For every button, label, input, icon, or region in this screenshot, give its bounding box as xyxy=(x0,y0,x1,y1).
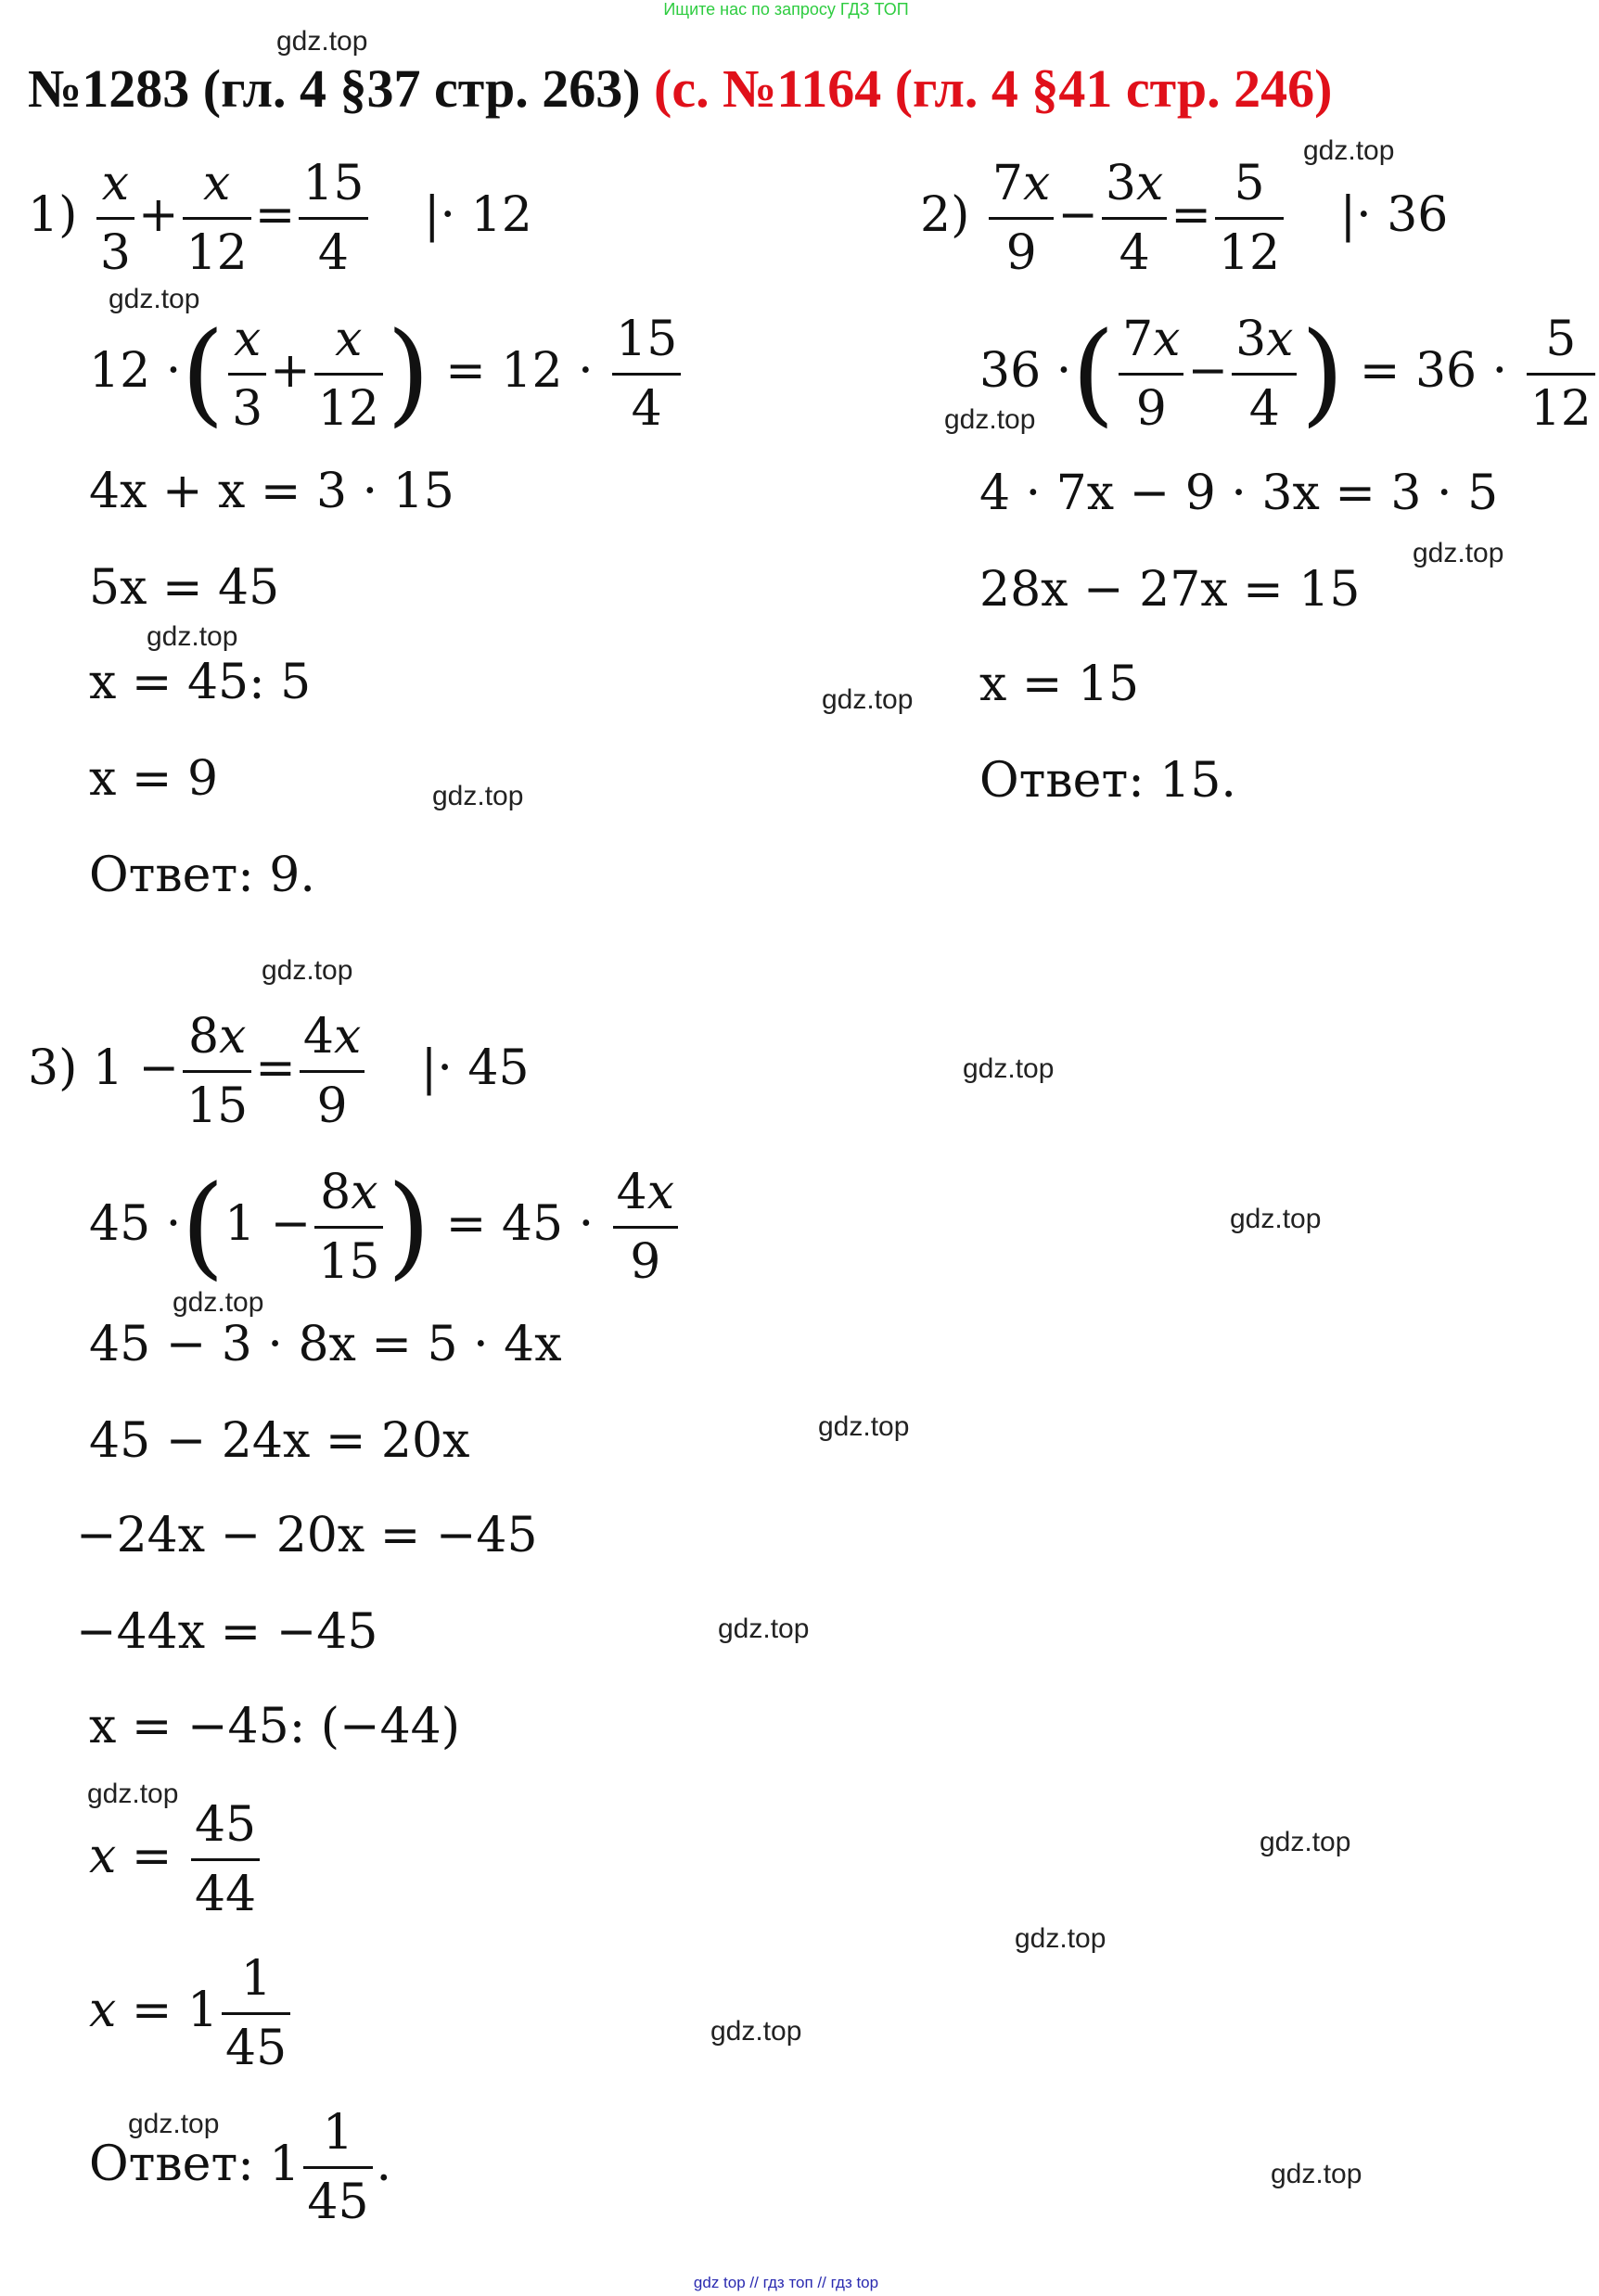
watermark: gdz.top xyxy=(87,1779,179,1809)
watermark: gdz.top xyxy=(718,1614,810,1644)
problem2-answer: Ответ: 15. xyxy=(979,753,1236,809)
problem1-answer: Ответ: 9. xyxy=(89,848,315,903)
watermark: gdz.top xyxy=(818,1411,910,1442)
watermark: gdz.top xyxy=(128,2109,220,2139)
title-main: №1283 (гл. 4 §37 стр. 263) xyxy=(28,58,641,119)
watermark: gdz.top xyxy=(1303,135,1395,166)
coefficient: 36 · xyxy=(979,343,1072,399)
problem3-equation: 3) 1 − $\frac{8x}{15}$ = $\frac{4x}{9}$ |· 45 xyxy=(28,1003,530,1140)
problem1-equation: 1) $\frac{x}{3}$ + $\frac{x}{12}$ = $\frac{15}{4}$ |· 12 xyxy=(28,150,532,287)
problem1-multiplier: |· 12 xyxy=(424,187,532,243)
watermark: gdz.top xyxy=(963,1053,1055,1084)
footer-links[interactable]: gdz top // гдз топ // гдз top xyxy=(693,2274,879,2291)
problem2-label: 2) xyxy=(920,187,970,243)
problem1-label: 1) xyxy=(28,187,78,243)
problem3-multiplier: |· 45 xyxy=(420,1040,530,1096)
coefficient: 45 · xyxy=(89,1196,182,1252)
watermark: gdz.top xyxy=(1230,1204,1322,1234)
problem2-step4: x = 15 xyxy=(979,657,1140,712)
watermark: gdz.top xyxy=(173,1287,264,1318)
watermark: gdz.top xyxy=(1413,538,1504,568)
problem1-step1: 12 ·( $\frac{x}{3}$ + $\frac{x}{12}$ ) = 12 · $\frac{15}{4}$ xyxy=(89,306,684,442)
fraction: $\frac{x}{3}$ xyxy=(96,150,134,287)
coefficient: 12 · xyxy=(89,343,182,399)
problem2-multiplier: |· 36 xyxy=(1339,187,1449,243)
problem3-step3: 45 − 24x = 20x xyxy=(89,1413,470,1469)
problem3-step4: −24x − 20x = −45 xyxy=(76,1508,538,1563)
coefficient: = 45 · xyxy=(445,1196,595,1252)
fraction: $\frac{x}{12}$ xyxy=(183,150,251,287)
watermark: gdz.top xyxy=(1015,1923,1107,1954)
watermark: gdz.top xyxy=(109,284,200,314)
problem3-step6: x = −45: (−44) xyxy=(89,1699,461,1754)
problem3-step8: x = 1 $\frac{1}{45}$ xyxy=(89,1945,294,2082)
page-title xyxy=(28,57,1332,120)
watermark: gdz.top xyxy=(710,2016,802,2047)
problem3-label: 3) xyxy=(28,1040,78,1096)
problem1-step5: x = 9 xyxy=(89,751,219,807)
problem2-equation: 2) $\frac{7x}{9}$ − $\frac{3x}{4}$ = $\frac{5}{12}$ |· 36 xyxy=(920,150,1448,287)
watermark: gdz.top xyxy=(432,781,524,811)
watermark: gdz.top xyxy=(822,684,914,715)
problem2-step3: 28x − 27x = 15 xyxy=(979,562,1361,618)
watermark: gdz.top xyxy=(147,621,238,652)
problem3-step1: 45 ·(1 − $\frac{8x}{15}$ ) = 45 · $\frac{4x}{9}$ xyxy=(89,1159,682,1295)
problem1-step2: 4x + x = 3 · 15 xyxy=(89,464,454,519)
search-banner[interactable]: Ищите нас по запросу ГДЗ ТОП xyxy=(663,0,909,19)
coefficient: = 12 · xyxy=(445,343,594,399)
fraction: $\frac{15}{4}$ xyxy=(299,150,367,287)
watermark: gdz.top xyxy=(262,955,353,986)
watermark: gdz.top xyxy=(276,26,368,57)
problem1-step4: x = 45: 5 xyxy=(89,655,312,710)
title-alt: (с. №1164 (гл. 4 §41 стр. 246) xyxy=(654,58,1333,119)
problem3-answer: Ответ: 1 $\frac{1}{45}$ . xyxy=(89,2099,391,2236)
watermark: gdz.top xyxy=(944,404,1036,435)
watermark: gdz.top xyxy=(1260,1827,1351,1857)
watermark: gdz.top xyxy=(1271,2159,1362,2189)
problem1-step3: 5x = 45 xyxy=(89,560,280,616)
problem3-step5: −44x = −45 xyxy=(76,1604,378,1660)
problem3-step7: x = $\frac{45}{44}$ xyxy=(89,1792,263,1928)
problem3-step2: 45 − 3 · 8x = 5 · 4x xyxy=(89,1317,562,1372)
coefficient: = 36 · xyxy=(1359,343,1508,399)
answer-label: Ответ: 1 xyxy=(89,2137,301,2192)
problem2-step1: 36 ·( $\frac{7x}{9}$ − $\frac{3x}{4}$ ) = 36 · $\frac{5}{12}$ xyxy=(979,306,1599,442)
problem2-step2: 4 · 7x − 9 · 3x = 3 · 5 xyxy=(979,466,1499,521)
